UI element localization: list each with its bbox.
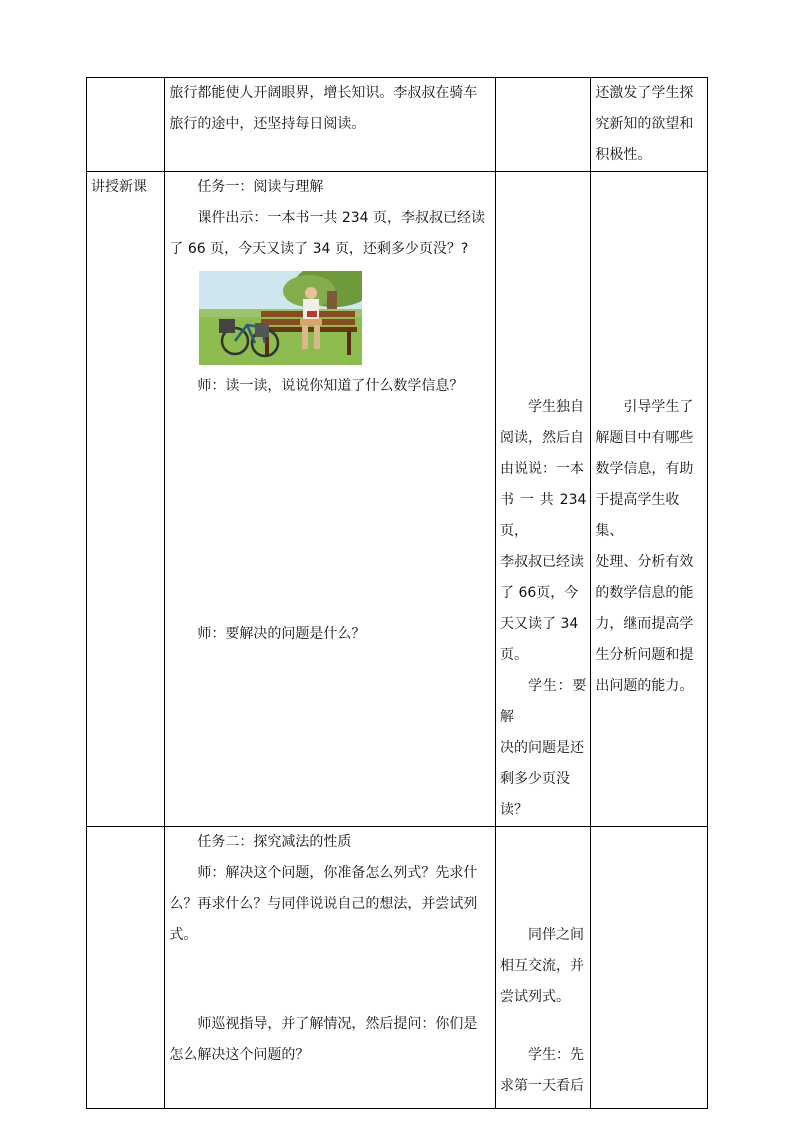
text-line: 由说说：一本 <box>500 461 585 477</box>
text-line: 么？再求什么？与同伴说说自己的想法，并尝试列 <box>169 896 478 912</box>
stage-cell <box>87 172 165 827</box>
text-line: 学生：先 <box>528 1047 585 1063</box>
text-line: 决的问题是还 <box>500 740 585 756</box>
text-line: 书一共234页， <box>500 492 587 539</box>
spacer <box>169 402 491 619</box>
text-line: 了 66 页，今天又读了 34 页，还剩多少页没？? <box>169 241 469 257</box>
lesson-plan-table <box>86 77 708 1109</box>
stage-label: 讲授新课 <box>91 179 147 195</box>
text-line: 读？ <box>500 802 529 818</box>
student-cell <box>496 78 591 172</box>
text-line: 式。 <box>169 927 198 943</box>
student-cell <box>496 172 591 827</box>
table-row <box>87 827 708 1109</box>
stage-cell <box>87 78 165 172</box>
purpose-cell <box>591 78 708 172</box>
text-line: 求第一天看后 <box>500 1078 585 1094</box>
text-line: 生分析问题和提 <box>595 647 694 663</box>
text-line: 同伴之间 <box>528 927 585 943</box>
spacer <box>500 1013 586 1040</box>
teacher-question: 师：读一读，说说你知道了什么数学信息？ <box>197 378 464 394</box>
task-title: 任务二：探究减法的性质 <box>197 834 352 850</box>
spacer <box>500 827 586 920</box>
student-cell <box>496 827 591 1109</box>
text-line: 阅读，然后自 <box>500 430 585 446</box>
text-line: 师巡视指导，并了解情况，然后提问：你们是 <box>197 1016 478 1032</box>
text-line: 怎么解决这个问题的？ <box>169 1047 310 1063</box>
teacher-question: 师：要解决的问题是什么？ <box>197 626 366 642</box>
task-title: 任务一：阅读与理解 <box>197 179 324 195</box>
text-line: 引导学生了 <box>623 399 694 415</box>
text-line: 积极性。 <box>595 147 652 163</box>
text-line: 剩多少页没 <box>500 771 571 787</box>
cyclist-reading-illustration <box>199 271 362 365</box>
text-line: 还激发了学生探 <box>595 85 694 101</box>
text-line: 天又读了 34 <box>500 616 579 632</box>
content-cell <box>165 172 496 827</box>
stage-cell <box>87 827 165 1109</box>
text-line: 学生独自 <box>528 399 585 415</box>
text-line: 相互交流，并 <box>500 958 585 974</box>
text-line: 旅行的途中，还坚持每日阅读。 <box>169 116 366 132</box>
text-line: 解题目中有哪些 <box>595 430 694 446</box>
text-line: 处理、分析有效 <box>595 554 694 570</box>
text-line: 李叔叔已经读 <box>500 554 585 570</box>
text-line: 课件出示：一本书一共 234 页，李叔叔已经读 <box>197 210 486 226</box>
spacer <box>595 172 703 392</box>
text-line: 学生：要解 <box>500 678 587 725</box>
text-line: 力，继而提高学 <box>595 616 694 632</box>
purpose-cell <box>591 172 708 827</box>
text-line: 页。 <box>500 647 529 663</box>
content-cell <box>165 827 496 1109</box>
text-line: 尝试列式。 <box>500 989 571 1005</box>
text-line: 师：解决这个问题，你准备怎么列式？先求什 <box>197 865 478 881</box>
text-line: 数学信息，有助 <box>595 461 694 477</box>
text-line: 出问题的能力。 <box>595 678 694 694</box>
text-line: 的数学信息的能 <box>595 585 694 601</box>
table-row <box>87 172 708 827</box>
text-line: 于提高学生收集、 <box>595 492 680 539</box>
table-row <box>87 78 708 172</box>
text-line: 究新知的欲望和 <box>595 116 694 132</box>
content-cell <box>165 78 496 172</box>
spacer <box>169 951 491 1009</box>
purpose-cell <box>591 827 708 1109</box>
text-line: 旅行都能使人开阔眼界，增长知识。李叔叔在骑车 <box>169 85 478 101</box>
spacer <box>500 172 586 392</box>
text-line: 了 66页，今 <box>500 585 579 601</box>
